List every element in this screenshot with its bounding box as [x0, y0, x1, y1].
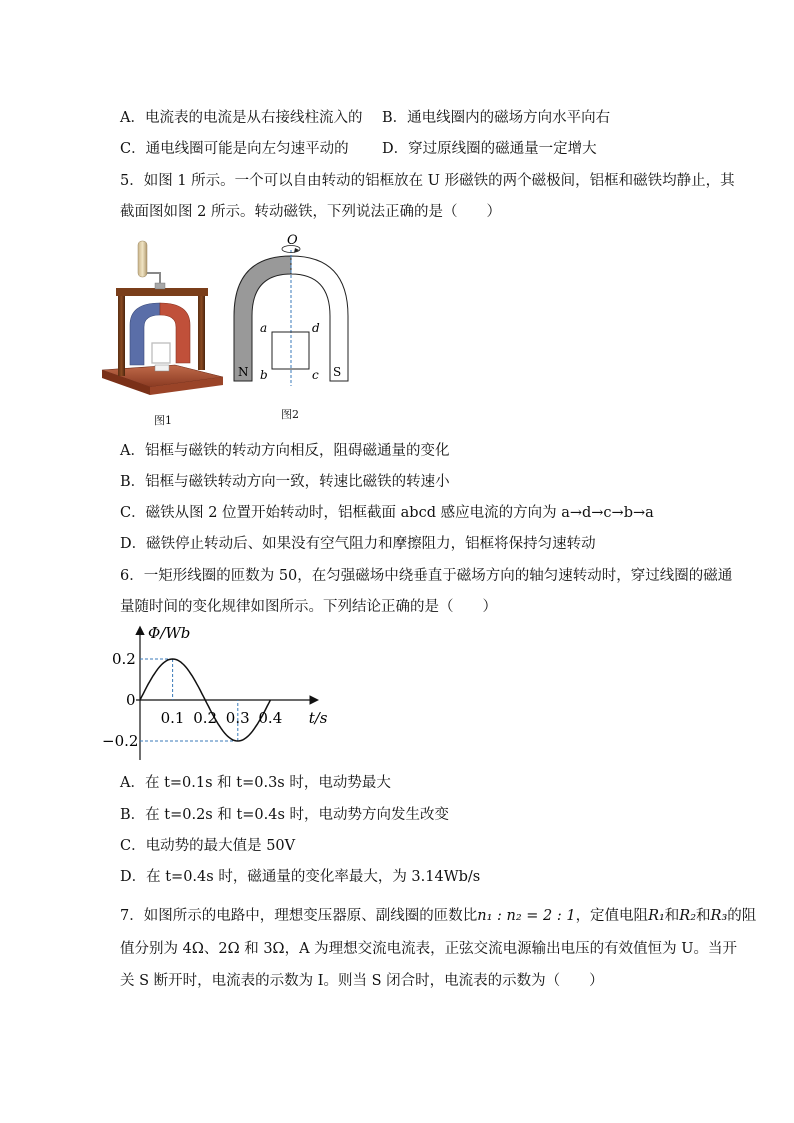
q5-stem-line2: 截面图如图 2 所示。转动磁铁，下列说法正确的是（ ）: [120, 204, 501, 220]
q4-option-d: D．穿过原线圈的磁通量一定增大: [382, 141, 597, 157]
label-c: c: [312, 368, 319, 382]
q7-stem-part-a: 7．如图所示的电路中，理想变压器原、副线圈的匝数比: [120, 908, 478, 924]
q6-stem-line1: 6．一矩形线圈的匝数为 50，在匀强磁场中绕垂直于磁场方向的轴匀速转动时，穿过线圈的磁通: [120, 568, 733, 584]
q7-ratio: n₁ : n₂ = 2 : 1: [477, 908, 576, 924]
q5-figure-2: [228, 228, 358, 388]
u-magnet-icon: [130, 303, 160, 365]
q7-tail: 的阻: [727, 908, 757, 924]
frame-right-post: [198, 292, 205, 370]
q7-stem-part-b: ，定值电阻: [575, 908, 649, 924]
q6-flux-chart: [100, 620, 328, 770]
aluminum-frame-icon: [152, 343, 170, 363]
q7-r1: R₁: [648, 908, 665, 924]
q4-option-c: C．通电线圈可能是向左匀速平动的: [120, 141, 349, 157]
q7-stem-line3: 关 S 断开时，电流表的示数为 I。则当 S 闭合时，电流表的示数为（ ）: [120, 973, 604, 989]
q5-option-b: B．铝框与磁铁转动方向一致，转速比磁铁的转速小: [120, 474, 450, 490]
y-tick-label: −0.2: [102, 732, 139, 750]
label-d: d: [312, 321, 320, 335]
q7-stem-line2: 值分别为 4Ω、2Ω 和 3Ω，A 为理想交流电流表，正弦交流电源输出电压的有效值恒为 U。当开: [120, 941, 737, 957]
x-tick-label: 0.4: [258, 709, 283, 727]
q5-option-c: C．磁铁从图 2 位置开始转动时，铝框截面 abcd 感应电流的方向为 a→d→c→b→a: [120, 505, 654, 521]
south-pole-label: S: [333, 365, 342, 379]
y-tick-label: 0.2: [112, 650, 136, 668]
y-tick-label: 0: [126, 691, 136, 709]
q7-r3: R₃: [710, 908, 728, 924]
q5-figure-1-caption: 图1: [154, 414, 172, 427]
frame-top-bar: [116, 288, 208, 296]
y-axis-label: Φ/Wb: [148, 624, 191, 642]
x-tick-label: 0.1: [160, 709, 185, 727]
label-a: a: [260, 321, 268, 335]
q6-stem-line2: 量随时间的变化规律如图所示。下列结论正确的是（ ）: [120, 599, 497, 615]
x-tick-label: 0.3: [225, 709, 250, 727]
x-tick-label: 0.2: [193, 709, 218, 727]
q4-option-a: A．电流表的电流是从右接线柱流入的: [120, 110, 363, 126]
q5-figure-2-caption: 图2: [281, 408, 299, 421]
q5-stem-line1: 5．如图 1 所示。一个可以自由转动的铝框放在 U 形磁铁的两个磁极间，铝框和磁铁均静止，其: [120, 173, 735, 189]
q7-and-2: 和: [696, 908, 711, 924]
q6-option-c: C．电动势的最大值是 50V: [120, 838, 296, 854]
q4-option-b: B．通电线圈内的磁场方向水平向右: [382, 110, 611, 126]
north-pole-label: N: [238, 365, 249, 379]
q6-option-a: A．在 t=0.1s 和 t=0.3s 时，电动势最大: [120, 775, 391, 791]
q7-stem-line1: [120, 906, 756, 926]
q5-option-a: A．铝框与磁铁的转动方向相反，阻碍磁通量的变化: [120, 443, 450, 459]
q5-figure-1: [100, 235, 225, 410]
axis-label-o: O: [287, 233, 298, 248]
q7-and-1: 和: [664, 908, 680, 924]
frame-left-post: [118, 292, 125, 376]
q6-option-d: D．在 t=0.4s 时，磁通量的变化率最大，为 3.14Wb/s: [120, 869, 481, 885]
q6-option-b: B．在 t=0.2s 和 t=0.4s 时，电动势方向发生改变: [120, 807, 450, 823]
x-axis-label: t/s: [308, 709, 328, 727]
q5-option-d: D．磁铁停止转动后、如果没有空气阻力和摩擦阻力，铝框将保持匀速转动: [120, 536, 596, 552]
label-b: b: [260, 368, 268, 382]
q7-r2: R₂: [679, 908, 697, 924]
